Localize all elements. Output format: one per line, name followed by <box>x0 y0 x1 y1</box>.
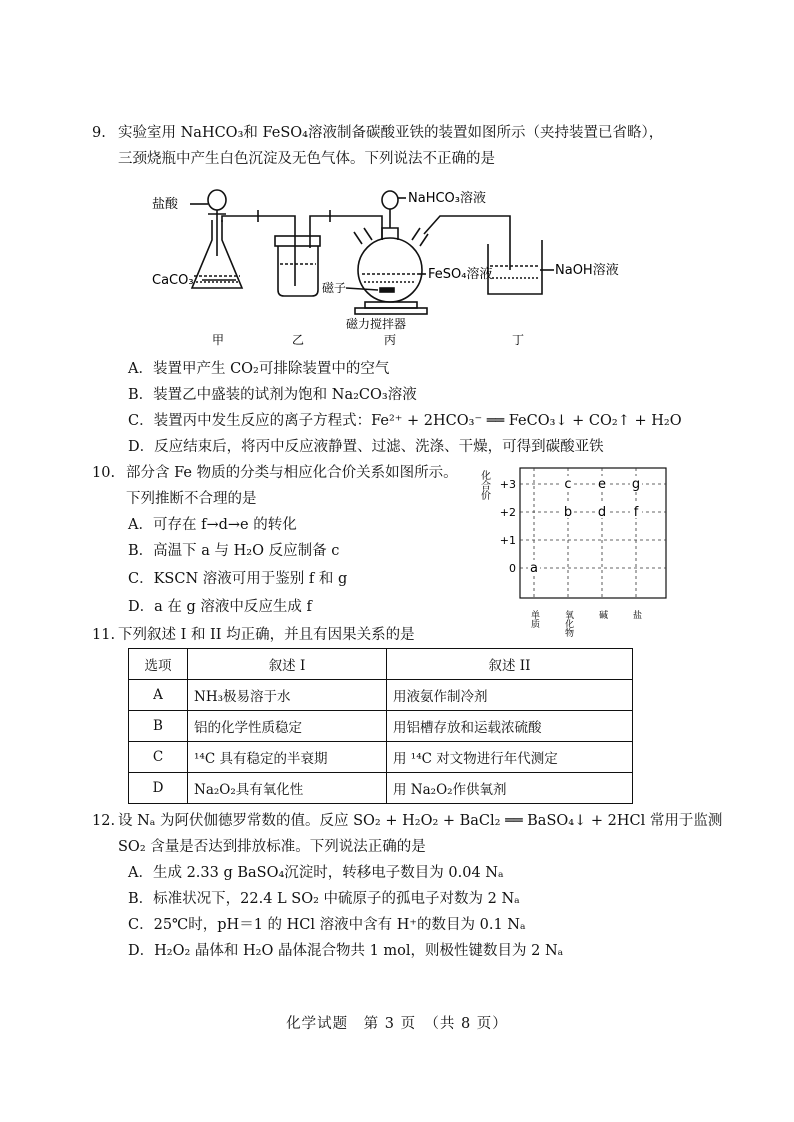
table-cell-statement-2: 用液氨作制冷剂 <box>387 680 633 711</box>
chart-ylabel: 化合价 <box>478 470 490 500</box>
label-nahco3: NaHCO₃溶液 <box>408 191 486 206</box>
chart-xtick-label: 盐 <box>631 610 641 619</box>
label-jia: 甲 <box>212 333 225 346</box>
q9-number: 9. <box>92 125 106 141</box>
chart-ytick-label: 0 <box>509 562 516 575</box>
table-cell-option: B <box>129 711 188 742</box>
chart-point-d: d <box>597 505 607 520</box>
chart-xtick-label: 碱 <box>597 610 607 619</box>
table-row <box>129 773 633 804</box>
label-naoh: NaOH溶液 <box>555 263 619 278</box>
q10-number: 10. <box>92 465 116 481</box>
chart-point-g: g <box>631 477 641 492</box>
chart-xtick-label: 氧化物 <box>563 610 573 637</box>
label-magnet: 磁子 <box>322 281 347 295</box>
q9-stem-line1: 实验室用 NaHCO₃和 FeSO₄溶液制备碳酸亚铁的装置如图所示（夹持装置已省略）， <box>118 125 664 141</box>
q10-option-b: B．高温下 a 与 H₂O 反应制备 c <box>128 543 340 559</box>
page-footer: 化学试题 第 3 页 （共 8 页） <box>286 1016 508 1032</box>
q12-option-b: B．标准状况下，22.4 L SO₂ 中硫原子的孤电子对数为 2 Nₐ <box>128 891 520 907</box>
q12-stem-line1: 设 Nₐ 为阿伏伽德罗常数的值。反应 SO₂ + H₂O₂ + BaCl₂ ══ BaSO₄↓ + 2HCl 常用于监测 <box>118 813 723 829</box>
table-header-option: 选项 <box>129 649 188 680</box>
label-ding: 丁 <box>512 333 525 346</box>
q11-number: 11. <box>92 627 116 643</box>
table-row <box>129 711 633 742</box>
q12-number: 12. <box>92 813 116 829</box>
table-cell-option: A <box>129 680 188 711</box>
q9-apparatus-diagram <box>150 178 670 346</box>
q12-option-c: C．25℃时，pH＝1 的 HCl 溶液中含有 H⁺的数目为 0.1 Nₐ <box>128 917 526 933</box>
chart-ytick-label: +1 <box>499 534 516 547</box>
table-header-statement-2: 叙述 II <box>387 649 633 680</box>
table-cell-statement-1: NH₃极易溶于水 <box>188 680 387 711</box>
q11-stem: 下列叙述 I 和 II 均正确，并且有因果关系的是 <box>118 627 415 643</box>
q9-stem-line2: 三颈烧瓶中产生白色沉淀及无色气体。下列说法不正确的是 <box>118 151 495 167</box>
chart-ytick-label: +3 <box>499 478 516 491</box>
table-row <box>129 680 633 711</box>
q10-option-d: D．a 在 g 溶液中反应生成 f <box>128 599 312 615</box>
q12-option-d: D．H₂O₂ 晶体和 H₂O 晶体混合物共 1 mol，则极性键数目为 2 Nₐ <box>128 943 564 959</box>
label-stirrer: 磁力搅拌器 <box>346 317 407 331</box>
chart-xtick-label: 单质 <box>529 610 539 628</box>
label-feso4: FeSO₄溶液 <box>428 267 493 282</box>
table-cell-statement-2: 用 Na₂O₂作供氧剂 <box>387 773 633 804</box>
q10-valence-chart <box>478 460 678 650</box>
chart-point-a: a <box>530 561 538 576</box>
label-yi: 乙 <box>292 333 305 346</box>
q10-stem-line1: 部分含 Fe 物质的分类与相应化合价关系如图所示。 <box>126 465 458 481</box>
label-bing: 丙 <box>384 333 397 346</box>
q12-option-a: A．生成 2.33 g BaSO₄沉淀时，转移电子数目为 0.04 Nₐ <box>128 865 504 881</box>
table-cell-statement-2: 用 ¹⁴C 对文物进行年代测定 <box>387 742 633 773</box>
q10-option-c: C．KSCN 溶液可用于鉴别 f 和 g <box>128 571 348 587</box>
label-hcl: 盐酸 <box>152 197 179 212</box>
q9-option-a: A．装置甲产生 CO₂可排除装置中的空气 <box>128 361 390 377</box>
table-cell-statement-2: 用铝槽存放和运载浓硫酸 <box>387 711 633 742</box>
table-cell-statement-1: 铝的化学性质稳定 <box>188 711 387 742</box>
table-row <box>129 742 633 773</box>
q10-stem-line2: 下列推断不合理的是 <box>126 491 257 507</box>
q9-option-b: B．装置乙中盛装的试剂为饱和 Na₂CO₃溶液 <box>128 387 417 403</box>
chart-frame <box>520 468 666 598</box>
table-cell-option: D <box>129 773 188 804</box>
q9-option-d: D．反应结束后，将丙中反应液静置、过滤、洗涤、干燥，可得到碳酸亚铁 <box>128 439 604 455</box>
table-cell-statement-1: Na₂O₂具有氧化性 <box>188 773 387 804</box>
q9-option-c: C．装置丙中发生反应的离子方程式：Fe²⁺ + 2HCO₃⁻ ══ FeCO₃↓ + CO₂↑ + H₂O <box>128 413 682 429</box>
chart-point-f: f <box>633 505 639 520</box>
label-caco3: CaCO₃ <box>152 273 194 288</box>
q11-table <box>128 648 633 804</box>
table-header-statement-1: 叙述 I <box>188 649 387 680</box>
table-cell-option: C <box>129 742 188 773</box>
chart-point-c: c <box>564 477 572 492</box>
table-cell-statement-1: ¹⁴C 具有稳定的半衰期 <box>188 742 387 773</box>
chart-point-b: b <box>563 505 573 520</box>
q10-option-a: A．可存在 f→d→e 的转化 <box>128 517 297 533</box>
chart-point-e: e <box>598 477 606 492</box>
chart-ytick-label: +2 <box>499 506 516 519</box>
q12-stem-line2: SO₂ 含量是否达到排放标准。下列说法正确的是 <box>118 839 426 855</box>
table-header-row <box>129 649 633 680</box>
